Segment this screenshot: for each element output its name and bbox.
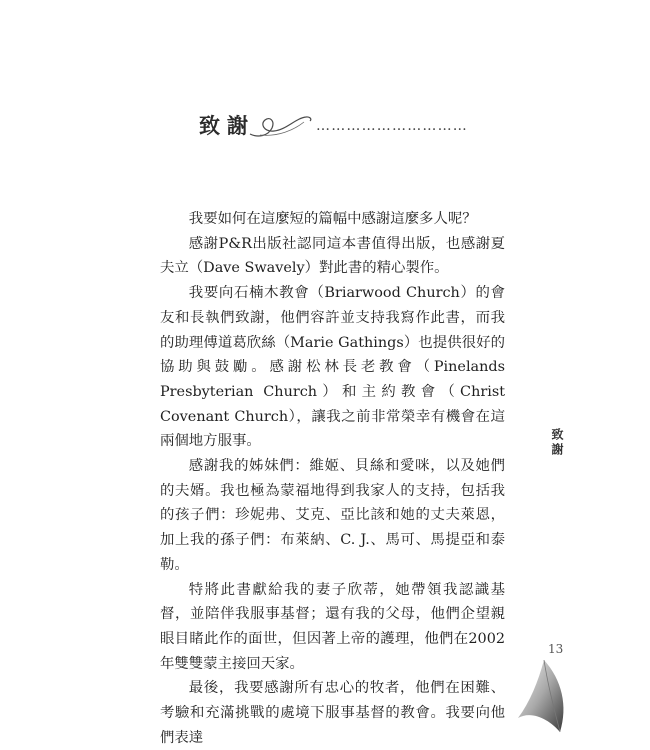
leaf-ornament [510, 658, 570, 738]
paragraph: 我要向石楠木教會（Briarwood Church）的會友和長執們致謝，他們容許並支持我寫作此書，而我的助理傅道葛欣絲（Marie Gathings）也提供很好的協助與鼓勵。感謝松林長老教會（Pinelands Presbyterian Church）和主約教會（Christ Covenant Church），讓我之前非常榮幸有機會在這兩個地方服事。 [160, 285, 505, 450]
paragraph: 我要如何在這麼短的篇幅中感謝這麼多人呢？ [188, 211, 477, 227]
page-number: 13 [548, 642, 564, 656]
paragraph: 感謝我的姊妹們：維姬、貝絲和愛咪，以及她們的夫婿。我也極為蒙福地得到我家人的支持，包括我的孩子們：珍妮弗、艾克、亞比該和她的丈夫萊恩，加上我的孫子們：布萊納、C. J.、馬可、馬提亞和泰勒。 [160, 458, 505, 573]
chapter-heading: 致謝 [199, 113, 255, 138]
running-header-vertical: 致謝 [550, 428, 564, 458]
leader-dots: ………………………… [316, 118, 468, 134]
paragraph: 最後，我要感謝所有忠心的牧者，他們在困難、考驗和充滿挑戰的處境下服事基督的教會。我要向他們表達 [160, 680, 505, 746]
flourish-ornament [248, 108, 318, 142]
paragraph: 感謝P&R出版社認同這本書值得出版，也感謝夏夫立（Dave Swavely）對此書的精心製作。 [160, 235, 505, 277]
body-text [160, 207, 505, 750]
paragraph: 特將此書獻給我的妻子欣蒂，她帶領我認識基督，並陪伴我服事基督；還有我的父母，他們企望親眼目睹此作的面世，但因著上帝的護理，他們在2002年雙雙蒙主接回天家。 [160, 581, 505, 672]
